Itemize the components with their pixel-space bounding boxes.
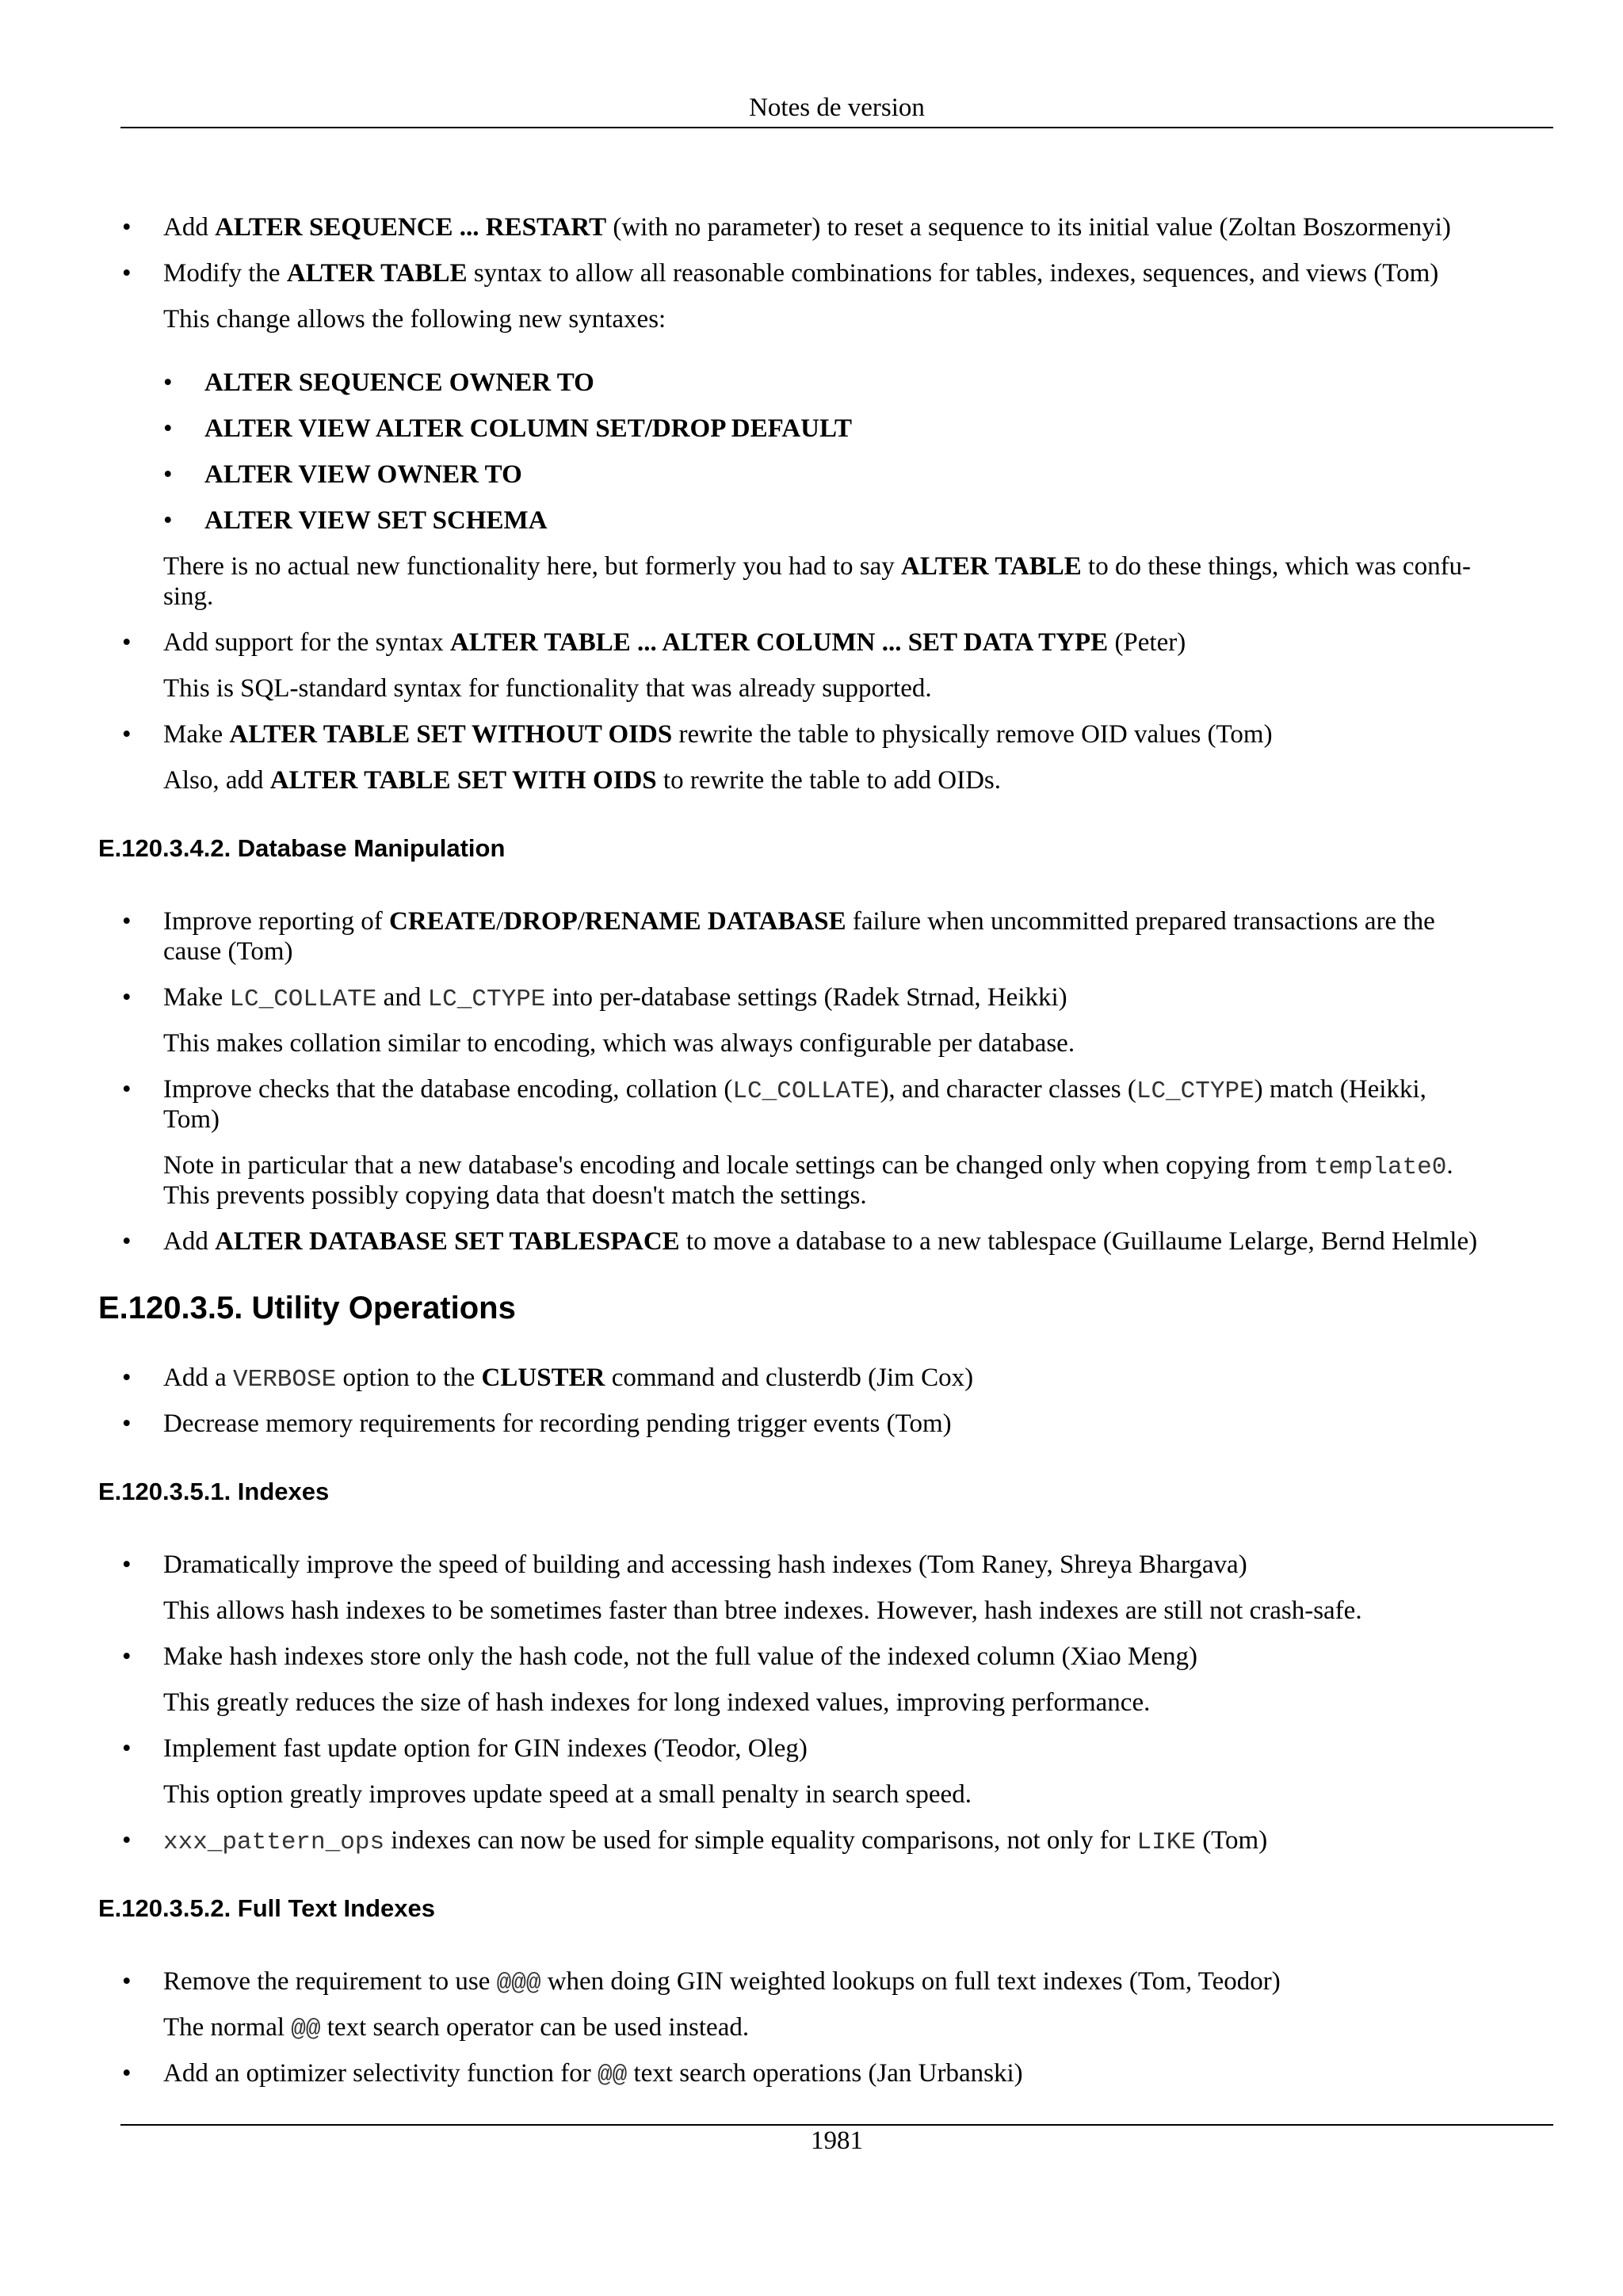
paragraph: This option greatly improves update speed at a small penalty in search speed.	[163, 1780, 972, 1809]
paragraph: This greatly reduces the size of hash indexes for long indexed values, improving performance.	[163, 1688, 1151, 1717]
bullet: •	[122, 213, 132, 242]
bullet: •	[163, 460, 173, 489]
bullet: •	[122, 1363, 132, 1392]
list-item-create-drop-rename: Improve reporting of CREATE/DROP/RENAME DATABASE failure when uncommitted prepared transactions are the	[163, 907, 1435, 936]
bullet: •	[122, 1409, 132, 1438]
list-item-cluster-verbose: Add a VERBOSE option to the CLUSTER command and clusterdb (Jim Cox)	[163, 1363, 974, 1394]
list-item-hash-code-only: Make hash indexes store only the hash code, not the full value of the indexed column (Xiao Meng)	[163, 1642, 1197, 1671]
bullet: •	[122, 1550, 132, 1579]
list-item-without-oids: Make ALTER TABLE SET WITHOUT OIDS rewrite the table to physically remove OID values (Tom)	[163, 720, 1273, 749]
paragraph: There is no actual new functionality here, but formerly you had to say ALTER TABLE to do these things, which was confu-	[163, 552, 1472, 581]
running-header: Notes de version	[749, 93, 925, 122]
list-item-continued: Tom)	[163, 1105, 220, 1134]
sub-list-item: ALTER SEQUENCE OWNER TO	[204, 368, 594, 397]
section-heading-full-text-indexes: E.120.3.5.2. Full Text Indexes	[98, 1894, 436, 1922]
list-item-pattern-ops: xxx_pattern_ops indexes can now be used for simple equality comparisons, not only for LIKE (Tom)	[163, 1826, 1268, 1856]
list-item-trigger-memory: Decrease memory requirements for recording pending trigger events (Tom)	[163, 1409, 952, 1438]
list-item-set-tablespace: Add ALTER DATABASE SET TABLESPACE to move a database to a new tablespace (Guillaume Lelarge, Bernd Helmle)	[163, 1227, 1478, 1256]
bullet: •	[122, 983, 132, 1012]
list-item-set-data-type: Add support for the syntax ALTER TABLE ... ALTER COLUMN ... SET DATA TYPE (Peter)	[163, 628, 1186, 657]
list-item-gin-weighted: Remove the requirement to use @@@ when doing GIN weighted lookups on full text indexes (Tom, Teodor)	[163, 1967, 1281, 1997]
paragraph: The normal @@ text search operator can be used instead.	[163, 2013, 750, 2043]
bullet: •	[122, 1642, 132, 1671]
page-number: 1981	[811, 2126, 863, 2155]
paragraph: This is SQL-standard syntax for functionality that was already supported.	[163, 674, 932, 703]
list-item-hash-speed: Dramatically improve the speed of building and accessing hash indexes (Tom Raney, Shreya Bhargava)	[163, 1550, 1247, 1579]
bullet: •	[122, 2059, 132, 2088]
list-item-per-database-settings: Make LC_COLLATE and LC_CTYPE into per-database settings (Radek Strnad, Heikki)	[163, 983, 1067, 1013]
bullet: •	[122, 907, 132, 936]
sub-list-item: ALTER VIEW ALTER COLUMN SET/DROP DEFAULT	[204, 414, 852, 443]
bullet: •	[122, 259, 132, 288]
bullet: •	[163, 368, 173, 397]
paragraph: This allows hash indexes to be sometimes faster than btree indexes. However, hash indexes are still not crash-safe.	[163, 1596, 1362, 1625]
section-heading-utility-operations: E.120.3.5. Utility Operations	[98, 1291, 516, 1325]
list-item-gin-fast-update: Implement fast update option for GIN indexes (Teodor, Oleg)	[163, 1734, 808, 1763]
bullet: •	[122, 1967, 132, 1996]
section-heading-indexes: E.120.3.5.1. Indexes	[98, 1478, 330, 1505]
bullet: •	[163, 414, 173, 443]
bullet: •	[122, 1075, 132, 1104]
bullet: •	[122, 720, 132, 749]
bullet: •	[122, 1826, 132, 1855]
paragraph-continued: sing.	[163, 582, 214, 611]
paragraph: This change allows the following new syntaxes:	[163, 305, 666, 334]
paragraph: Note in particular that a new database's encoding and locale settings can be changed only when copying from template0.	[163, 1151, 1453, 1181]
bullet: •	[122, 1227, 132, 1256]
list-item-continued: cause (Tom)	[163, 937, 293, 966]
list-item-selectivity: Add an optimizer selectivity function for @@ text search operations (Jan Urbanski)	[163, 2059, 1023, 2089]
sub-list-item: ALTER VIEW SET SCHEMA	[204, 506, 548, 535]
paragraph: This makes collation similar to encoding, which was always configurable per database.	[163, 1029, 1075, 1058]
bullet: •	[122, 628, 132, 657]
paragraph: Also, add ALTER TABLE SET WITH OIDS to rewrite the table to add OIDs.	[163, 766, 1002, 795]
bullet: •	[163, 506, 173, 535]
list-item-alter-sequence-restart: Add ALTER SEQUENCE ... RESTART (with no parameter) to reset a sequence to its initial value (Zoltan Boszormenyi)	[163, 213, 1451, 242]
bullet: •	[122, 1734, 132, 1763]
list-item-alter-table-syntax: Modify the ALTER TABLE syntax to allow all reasonable combinations for tables, indexes, sequences, and views (Tom)	[163, 259, 1439, 288]
sub-list-item: ALTER VIEW OWNER TO	[204, 460, 522, 489]
section-heading-database-manipulation: E.120.3.4.2. Database Manipulation	[98, 834, 506, 862]
paragraph-continued: This prevents possibly copying data that doesn't match the settings.	[163, 1181, 867, 1210]
list-item-encoding-checks: Improve checks that the database encoding, collation (LC_COLLATE), and character classes (LC_CTYPE) match (Heikki,	[163, 1075, 1426, 1105]
